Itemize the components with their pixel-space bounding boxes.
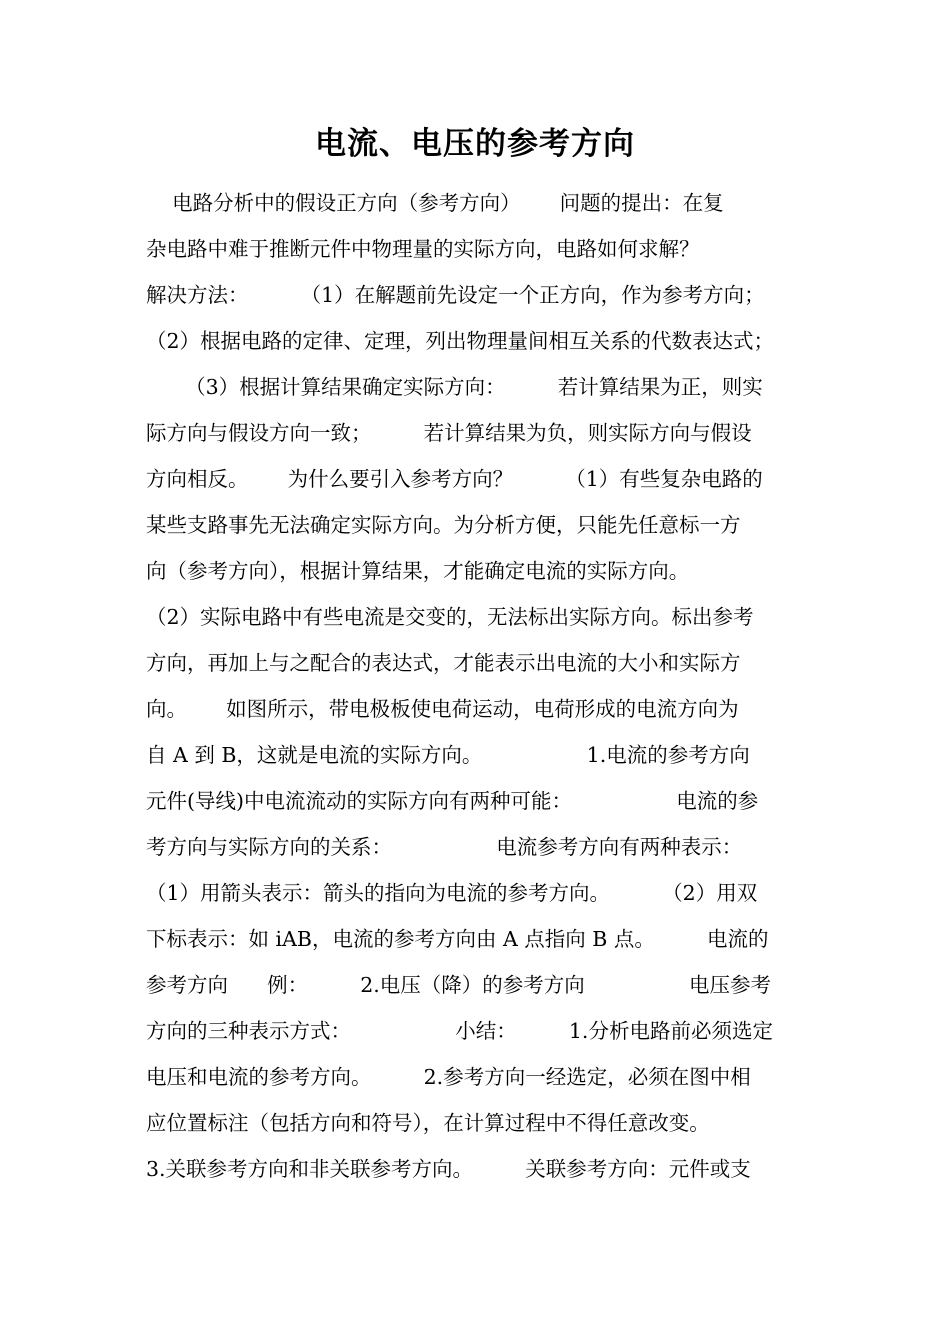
text-line-4: （2）根据电路的定律、定理，列出物理量间相互关系的代数表达式；	[146, 329, 775, 353]
text-line-8: 某些支路事先无法确定实际方向。为分析方便，只能先任意标一方	[146, 513, 741, 537]
text-line-3: 解决方法： （1）在解题前先设定一个正方向，作为参考方向；	[146, 283, 765, 307]
text-line-15: 考方向与实际方向的关系： 电流参考方向有两种表示：	[146, 835, 743, 859]
text-line-6: 际方向与假设方向一致； 若计算结果为负，则实际方向与假设	[146, 421, 752, 445]
text-line-9: 向（参考方向），根据计算结果，才能确定电流的实际方向。	[146, 559, 690, 583]
text-line-7: 方向相反。 为什么要引入参考方向？ （1）有些复杂电路的	[146, 467, 763, 491]
text-line-17: 下标表示：如 iAB，电流的参考方向由 A 点指向 B 点。 电流的	[146, 927, 769, 951]
text-line-13: 自 A 到 B，这就是电流的实际方向。 1.电流的参考方向	[146, 743, 750, 767]
text-line-12: 向。 如图所示，带电极板使电荷运动，电荷形成的电流方向为	[146, 697, 739, 721]
text-line-5: （3）根据计算结果确定实际方向： 若计算结果为正，则实	[146, 375, 763, 399]
text-line-14: 元件(导线)中电流流动的实际方向有两种可能： 电流的参	[146, 789, 759, 813]
document-title: 电流、电压的参考方向	[315, 126, 635, 162]
text-line-22: 3.关联参考方向和非关联参考方向。 关联参考方向：元件或支	[146, 1157, 751, 1181]
text-line-10: （2）实际电路中有些电流是交变的，无法标出实际方向。标出参考	[146, 605, 754, 629]
text-line-21: 应位置标注（包括方向和符号），在计算过程中不得任意改变。	[146, 1111, 710, 1135]
text-line-11: 方向，再加上与之配合的表达式，才能表示出电流的大小和实际方	[146, 651, 741, 675]
text-line-2: 杂电路中难于推断元件中物理量的实际方向，电路如何求解？	[146, 237, 700, 261]
text-line-20: 电压和电流的参考方向。 2.参考方向一经选定，必须在图中相	[146, 1065, 751, 1089]
text-line-18: 参考方向 例： 2.电压（降）的参考方向 电压参考	[146, 973, 772, 997]
text-line-16: （1）用箭头表示：箭头的指向为电流的参考方向。 （2）用双	[146, 881, 758, 905]
text-line-19: 方向的三种表示方式： 小结： 1.分析电路前必须选定	[146, 1019, 773, 1043]
text-line-1: 电路分析中的假设正方向（参考方向） 问题的提出：在复	[146, 191, 724, 215]
